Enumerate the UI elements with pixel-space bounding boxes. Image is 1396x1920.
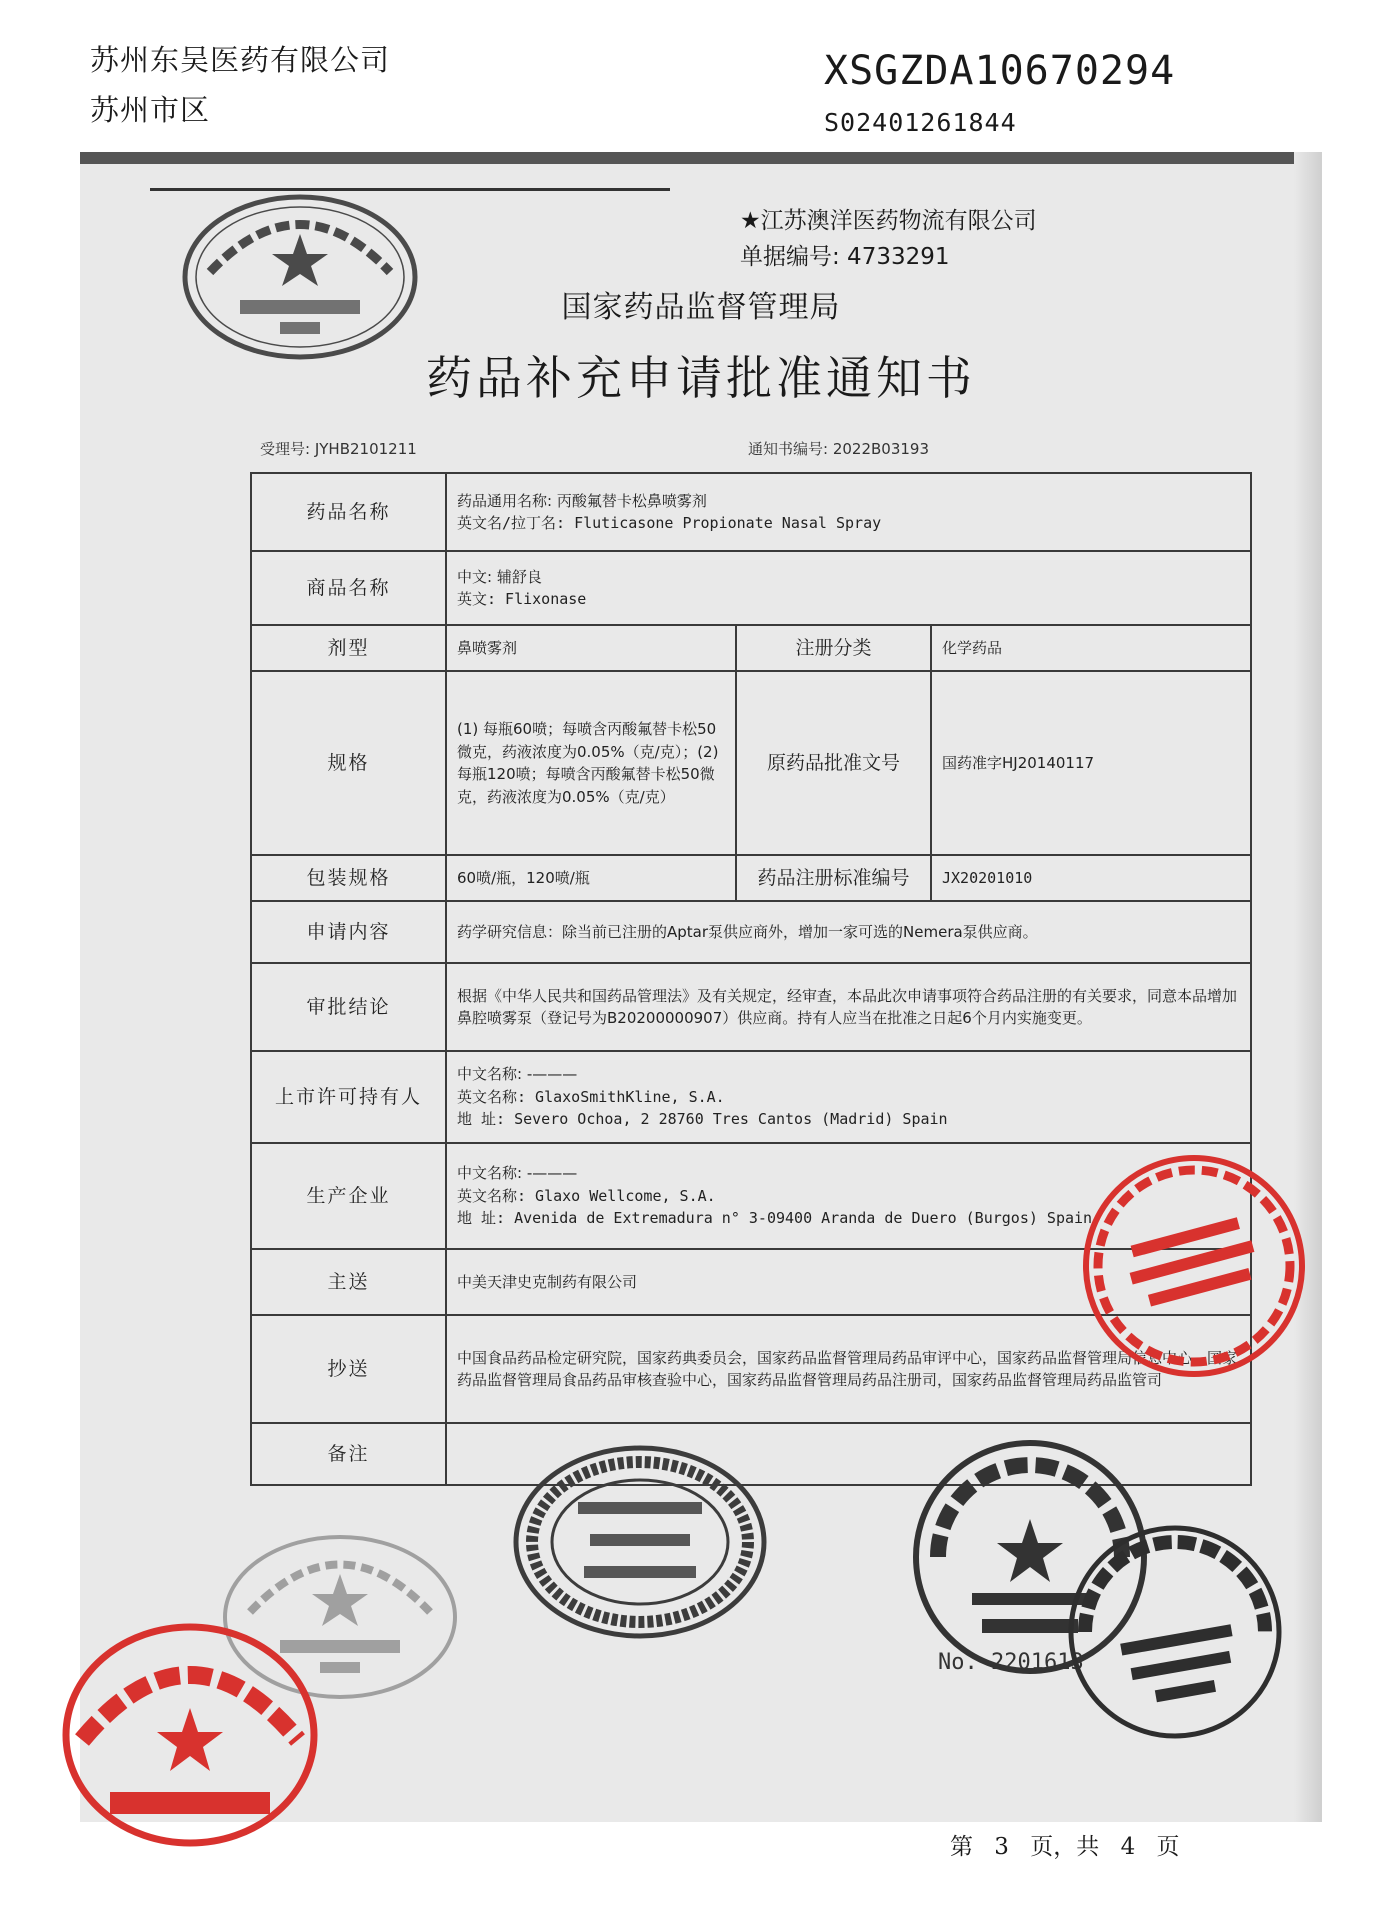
row-dosage-form (251, 625, 1251, 671)
logistics-company: ★江苏澳洋医药物流有限公司 (740, 208, 1037, 234)
acceptance-number: 受理号: JYHB2101211 (260, 440, 417, 458)
row-drug-name (251, 473, 1251, 551)
notice-number: 通知书编号: 2022B03193 (748, 440, 930, 458)
label-remark: 备注 (251, 1423, 446, 1485)
label-original-approval-no: 原药品批准文号 (736, 671, 931, 855)
trade-name-en: 英文: Flixonase (457, 590, 587, 608)
label-drug-name: 药品名称 (251, 473, 446, 551)
header-company: 苏州东吴医药有限公司 (90, 43, 391, 77)
row-holder (251, 1051, 1251, 1143)
label-standard-no: 药品注册标准编号 (736, 855, 931, 901)
header-city: 苏州市区 (90, 93, 211, 127)
holder-address: 地 址: Severo Ochoa, 2 28760 Tres Cantos (Madrid) Spain (457, 1110, 948, 1129)
label-package: 包装规格 (251, 855, 446, 901)
application-value: 药学研究信息：除当前已注册的Aptar泵供应商外，增加一家可选的Nemera泵供应商。 (446, 901, 1251, 963)
holder-en-name: 英文名称: GlaxoSmithKline, S.A. (457, 1087, 725, 1106)
holder-cn-name: 中文名称: -——— (457, 1065, 578, 1084)
issuing-agency: 国家药品监督管理局 (561, 290, 841, 325)
manufacturer-cn-name: 中文名称: -——— (457, 1164, 578, 1183)
sino-american-smith-kline-stamp (510, 1442, 770, 1642)
english-name: 英文名/拉丁名: Fluticasone Propionate Nasal Spray (457, 514, 882, 532)
label-conclusion: 审批结论 (251, 963, 446, 1051)
registration-class-value: 化学药品 (931, 625, 1251, 671)
manufacturer-address: 地 址: Avenida de Extremadura n° 3-09400 Aranda de Duero (Burgos) Spain (457, 1209, 1093, 1228)
label-specification: 规格 (251, 671, 446, 855)
dosage-form-value: 鼻喷雾剂 (446, 625, 736, 671)
label-trade-name: 商品名称 (251, 551, 446, 625)
row-conclusion (251, 963, 1251, 1051)
document-title: 药品补充申请批准通知书 (426, 351, 976, 405)
generic-name: 药品通用名称: 丙酸氟替卡松鼻喷雾剂 (457, 491, 707, 510)
label-registration-class: 注册分类 (736, 625, 931, 671)
header-order-number: S02401261844 (824, 108, 1017, 137)
label-main-recipient: 主送 (251, 1249, 446, 1315)
scan-rule-line (150, 188, 670, 191)
label-cc: 抄送 (251, 1315, 446, 1423)
original-approval-no-value: 国药准字HJ20140117 (931, 671, 1251, 855)
scan-top-edge (80, 152, 1322, 164)
row-trade-name (251, 551, 1251, 625)
main-recipient-value: 中美天津史克制药有限公司 (446, 1249, 1251, 1315)
header-code: XSGZDA10670294 (824, 48, 1176, 94)
label-holder: 上市许可持有人 (251, 1051, 446, 1143)
drug-name-cell (446, 473, 1251, 551)
label-dosage-form: 剂型 (251, 625, 446, 671)
specification-value: (1) 每瓶60喷；每喷含丙酸氟替卡松50微克，药液浓度为0.05%（克/克）；(2) 每瓶120喷；每喷含丙酸氟替卡松50微克，药液浓度为0.05%（克/克） (446, 671, 736, 855)
conclusion-value: 根据《中华人民共和国药品管理法》及有关规定，经审查，本品此次申请事项符合药品注册的有关要求，同意本品增加鼻腔喷雾泵（登记号为B20200000907）供应商。持有人应当在批准之日起6个月内实施变更。 (446, 963, 1251, 1051)
nanjing-inspection-stamp-1 (180, 192, 420, 362)
bill-number: 单据编号: 4733291 (740, 244, 950, 270)
aoyang-copy-stamp (1065, 1522, 1285, 1742)
jiangsu-quality-red-stamp (1080, 1152, 1308, 1380)
trade-name-cn: 中文: 辅舒良 (457, 567, 542, 586)
standard-no-value: JX20201010 (931, 855, 1251, 901)
scanned-document (80, 152, 1322, 1822)
package-value: 60喷/瓶，120喷/瓶 (446, 855, 736, 901)
manufacturer-en-name: 英文名称: Glaxo Wellcome, S.A. (457, 1186, 716, 1205)
trade-name-cell (446, 551, 1251, 625)
row-package (251, 855, 1251, 901)
row-specification (251, 671, 1251, 855)
label-manufacturer: 生产企业 (251, 1143, 446, 1249)
holder-cell (446, 1051, 1251, 1143)
page-indicator: 第 3 页，共 4 页 (950, 1834, 1180, 1860)
cc-value: 中国食品药品检定研究院，国家药典委员会，国家药品监督管理局药品审评中心，国家药品监督管理局信息中心，国家药品监督管理局食品药品审核查验中心，国家药品监督管理局药品注册司，国家药品监督管理局药品监管司 (446, 1315, 1251, 1423)
row-application (251, 901, 1251, 963)
dongwu-quality-red-stamp (60, 1620, 320, 1850)
nmpa-stamp-number: No. 2201613 (938, 1650, 1084, 1675)
label-application: 申请内容 (251, 901, 446, 963)
